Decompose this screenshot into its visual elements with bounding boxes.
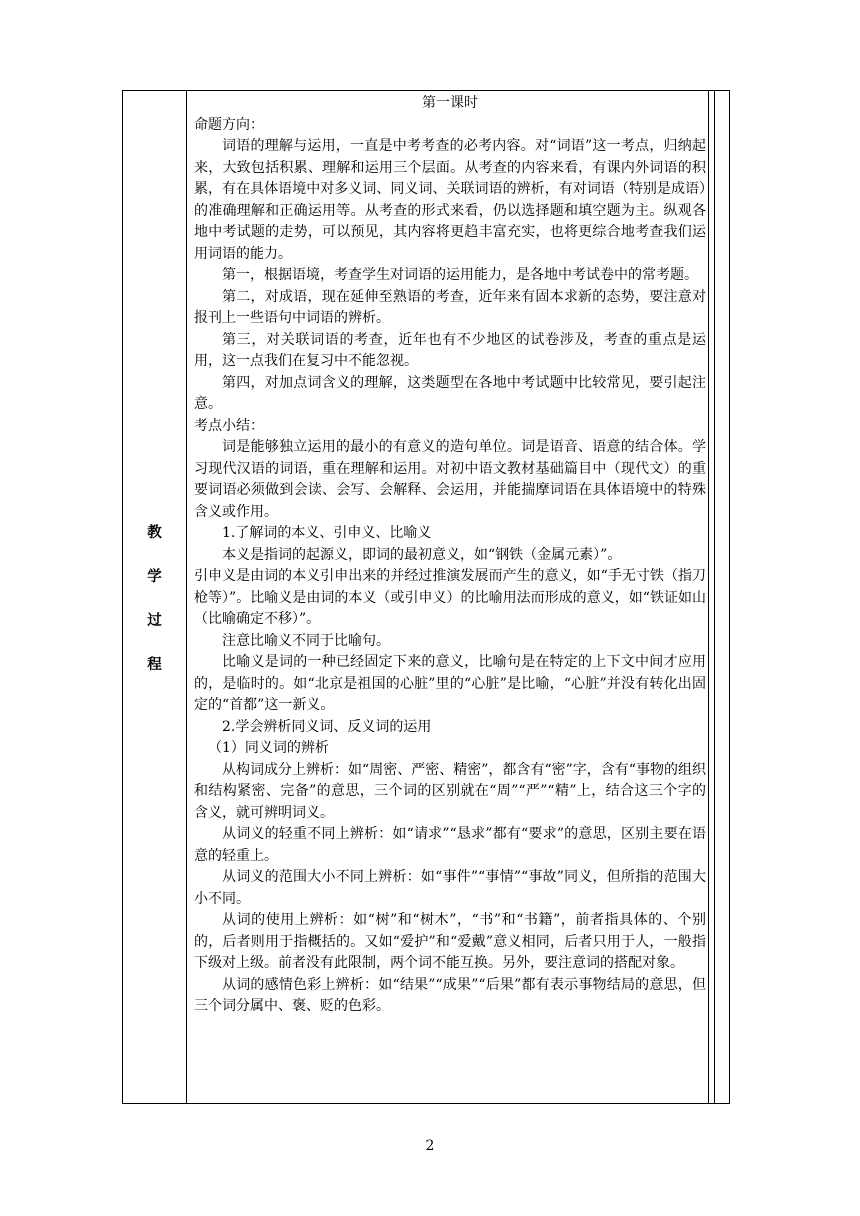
paragraph: 比喻义是词的一种已经固定下来的意义，比喻句是在特定的上下文中间才应用的，是临时的。如“北京是祖国的心脏”里的“心脏”是比喻，“心脏”并没有转化出固定的“首都”这一新义。 (194, 654, 706, 713)
section-title: 第一课时 (422, 95, 478, 111)
paragraph: 词是能够独立运用的最小的有意义的造句单位。词是语音、语意的结合体。学习现代汉语的词语，重在理解和运用。对初中语文教材基础篇目中（现代文）的重要词语必须做到会读、会写、会解释、会运用，并能揣摩词语在具体语境中的特殊含义或作用。 (194, 439, 706, 520)
column-divider (708, 91, 709, 1103)
paragraph: 从词的使用上辨析：如“树”和“树木”，“书”和“书籍”，前者指具体的、个别的，后者则用于指概括的。又如“爱护”和“爱戴”意义相同，后者只用于人，一般指下级对上级。前者没有此限制，两个词不能互换。另外，要注意词的搭配对象。 (194, 912, 706, 971)
paragraph: 从词义的轻重不同上辨析：如“请求”“恳求”都有“要求”的意思，区别主要在语意的轻重上。 (194, 826, 706, 864)
column-divider (186, 91, 187, 1103)
column-divider (714, 91, 715, 1103)
paragraph: 第二，对成语，现在延伸至熟语的考查，近年来有固本求新的态势，要注意对报刊上一些语句中词语的辨析。 (194, 288, 706, 326)
lesson-content (194, 93, 706, 1018)
side-label-char: 过 (147, 612, 162, 629)
paragraph: 从词义的范围大小不同上辨析：如“事件”“事情”“事故”同义，但所指的范围大小不同。 (194, 869, 706, 907)
paragraph: 从构词成分上辨析：如“周密、严密、精密”，都含有“密”字，含有“事物的组织和结构紧密、完备”的意思，三个词的区别就在“周”“严”“精”上，结合这三个字的含义，就可辨明词义。 (194, 761, 706, 821)
paragraph: 第三，对关联词语的考查，近年也有不少地区的试卷涉及，考查的重点是运用，这一点我们在复习中不能忽视。 (194, 331, 706, 369)
page-number: 2 (425, 1138, 435, 1154)
paragraph: 词语的理解与运用，一直是中考考查的必考内容。对“词语”这一考点，归纳起来，大致包括积累、理解和运用三个层面。从考查的内容来看，有课内外词语的积累，有在具体语境中对多义词、同义词、关联词语的辨析，有对词语（特别是成语）的准确理解和正确运用等。从考查的形式来看，仍以选择题和填空题为主。纵观各地中考试题的走势，可以预见，其内容将更趋丰富充实，也将更综合地考查我们运用词语的能力。 (194, 138, 706, 262)
lesson-table (122, 90, 730, 1104)
subheading: 1.了解词的本义、引申义、比喻义 (222, 525, 432, 541)
paragraph: 第四，对加点词含义的理解，这类题型在各地中考试题中比较常见，要引起注意。 (194, 374, 706, 412)
paragraph: 第一，根据语境，考查学生对词语的运用能力，是各地中考试卷中的常考题。 (222, 267, 698, 283)
paragraph: 本义是指词的起源义，即词的最初意义，如“钢铁（金属元素）”。 (222, 546, 622, 563)
side-label-char: 教 (147, 524, 162, 541)
subheading: （1）同义词的辨析 (208, 740, 329, 756)
side-label-column (123, 91, 186, 1103)
paragraph: 引申义是由词的本义引申出来的并经过推演发展而产生的意义，如“手无寸铁（指刀枪等）”。比喻义是由词的本义（或引申义）的比喻用法而形成的意义，如“铁证如山（比喻确定不移）”。 (194, 568, 706, 627)
heading-summary: 考点小结： (194, 417, 264, 434)
side-label-char: 学 (147, 568, 162, 585)
side-label-char: 程 (147, 656, 162, 673)
heading-direction: 命题方向： (194, 116, 264, 133)
paragraph: 从词的感情色彩上辨析：如“结果”“成果”“后果”都有表示事物结局的意思，但三个词分属中、褒、贬的色彩。 (194, 976, 706, 1014)
subheading: 2.学会辨析同义词、反义词的运用 (222, 718, 432, 735)
paragraph: 注意比喻义不同于比喻句。 (222, 632, 390, 649)
